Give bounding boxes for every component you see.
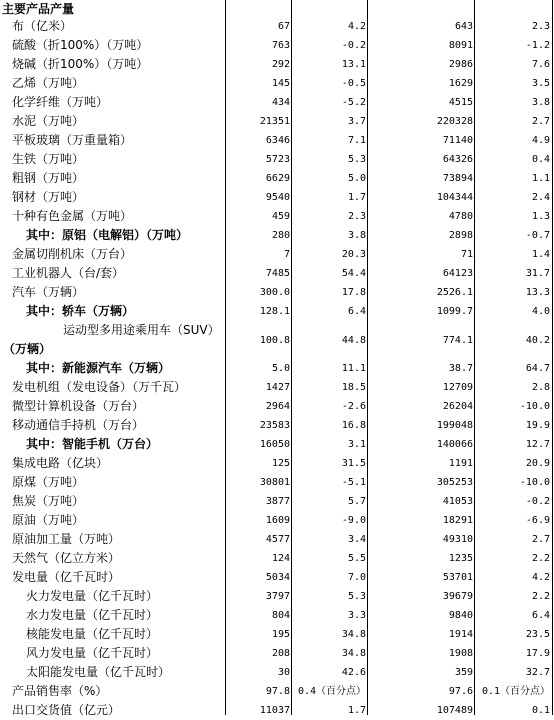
table-row [0, 606, 554, 625]
current-month-growth: 4.2 [347, 21, 366, 32]
cumulative-growth: 2.7 [531, 116, 550, 127]
table-row [0, 150, 554, 169]
product-name: 金属切削机床（万台） [12, 247, 133, 261]
current-month-growth: 3.1 [347, 439, 366, 450]
current-month-growth: 1.7 [347, 192, 366, 203]
cumulative-output: 305253 [436, 477, 473, 488]
cumulative-growth: 23.5 [525, 629, 550, 640]
cumulative-growth: 2.4 [531, 192, 550, 203]
table-row [0, 245, 554, 264]
product-name: 其中：新能源汽车（万辆） [26, 361, 171, 375]
current-month-output: 145 [271, 78, 290, 89]
current-month-growth: 18.5 [341, 382, 366, 393]
table-row [0, 74, 554, 93]
current-month-growth: 20.3 [341, 249, 366, 260]
cumulative-growth: -0.2 [525, 496, 550, 507]
table-row [0, 397, 554, 416]
product-name: 移动通信手持机（万台） [12, 418, 145, 432]
table-row [0, 112, 554, 131]
cumulative-output: 2986 [448, 59, 473, 70]
current-month-output: 280 [271, 230, 290, 241]
cumulative-growth: -1.2 [525, 40, 550, 51]
table-row [0, 207, 554, 226]
table-row [0, 264, 554, 283]
cumulative-growth: 3.8 [531, 97, 550, 108]
table-row [0, 701, 554, 720]
current-month-output: 100.8 [259, 335, 290, 346]
current-month-output: 459 [271, 211, 290, 222]
product-name: 水泥（万吨） [12, 114, 85, 128]
product-name: 发电量（亿千瓦时） [12, 570, 121, 584]
current-month-output: 5723 [265, 154, 290, 165]
cumulative-growth: 17.9 [525, 648, 550, 659]
cumulative-output: 220328 [436, 116, 473, 127]
table-row [0, 283, 554, 302]
cumulative-output: 18291 [442, 515, 473, 526]
cumulative-growth: -10.0 [519, 401, 550, 412]
table-row [0, 55, 554, 74]
current-month-growth: 5.3 [347, 154, 366, 165]
table-row [0, 682, 554, 701]
current-month-output: 125 [271, 458, 290, 469]
current-month-growth: -5.1 [341, 477, 366, 488]
current-month-output: 30 [277, 667, 290, 678]
product-name: 微型计算机设备（万台） [12, 399, 145, 413]
product-name: 核能发电量（亿千瓦时） [26, 627, 159, 641]
cumulative-output: 107489 [436, 705, 473, 716]
cumulative-growth: 6.4 [531, 610, 550, 621]
current-month-output: 7485 [265, 268, 290, 279]
product-name: 烧碱（折100%）（万吨） [12, 57, 149, 71]
current-month-growth: -0.2 [341, 40, 366, 51]
product-name: 平板玻璃（万重量箱） [12, 133, 133, 147]
current-month-growth: 6.4 [347, 306, 366, 317]
current-month-output: 763 [271, 40, 290, 51]
table-title: 主要产品产量 [2, 2, 75, 16]
table-row [0, 663, 554, 682]
current-month-growth: 7.1 [347, 135, 366, 146]
current-month-output: 21351 [259, 116, 290, 127]
table-row [0, 492, 554, 511]
cumulative-growth: 0.1（百分点） [481, 686, 550, 697]
cumulative-growth: 2.7 [531, 534, 550, 545]
table-row [0, 530, 554, 549]
current-month-growth: 34.8 [341, 648, 366, 659]
table-row [0, 226, 554, 245]
product-name: 太阳能发电量（亿千瓦时） [26, 665, 171, 679]
current-month-output: 97.8 [265, 686, 290, 697]
current-month-output: 124 [271, 553, 290, 564]
cumulative-output: 26204 [442, 401, 473, 412]
product-name: 汽车（万辆） [12, 285, 85, 299]
product-name: 集成电路（亿块） [12, 456, 109, 470]
table-row [0, 378, 554, 397]
product-name: 产品销售率（%） [12, 684, 108, 698]
cumulative-output: 140066 [436, 439, 473, 450]
cumulative-output: 1914 [448, 629, 473, 640]
product-name: 水力发电量（亿千瓦时） [26, 608, 159, 622]
cumulative-growth: 2.2 [531, 591, 550, 602]
cumulative-output: 53701 [442, 572, 473, 583]
current-month-output: 1427 [265, 382, 290, 393]
product-name: 火力发电量（亿千瓦时） [26, 589, 159, 603]
product-name: 生铁（万吨） [12, 152, 85, 166]
cumulative-output: 71 [460, 249, 473, 260]
cumulative-output: 774.1 [442, 335, 473, 346]
current-month-growth: 7.0 [347, 572, 366, 583]
product-name: 布（亿米） [12, 19, 73, 33]
cumulative-growth: 0.1 [531, 705, 550, 716]
table-row [0, 454, 554, 473]
product-name-continued: （万辆） [3, 342, 52, 356]
table-row [0, 36, 554, 55]
table-row [0, 131, 554, 150]
cumulative-output: 49310 [442, 534, 473, 545]
cumulative-output: 41053 [442, 496, 473, 507]
cumulative-output: 1099.7 [436, 306, 473, 317]
cumulative-growth: 19.9 [525, 420, 550, 431]
current-month-growth: 16.8 [341, 420, 366, 431]
current-month-output: 3797 [265, 591, 290, 602]
table-row [0, 359, 554, 378]
product-name: 钢材（万吨） [12, 190, 85, 204]
cumulative-output: 8091 [448, 40, 473, 51]
product-name: 出口交货值（亿元） [12, 703, 121, 717]
table-row [0, 511, 554, 530]
current-month-output: 16050 [259, 439, 290, 450]
table-row [0, 587, 554, 606]
current-month-growth: 5.7 [347, 496, 366, 507]
product-name: 发电机组（发电设备）（万千瓦） [12, 380, 187, 394]
current-month-output: 11037 [259, 705, 290, 716]
cumulative-output: 4515 [448, 97, 473, 108]
cumulative-output: 71140 [442, 135, 473, 146]
current-month-growth: -0.5 [341, 78, 366, 89]
table-row [0, 169, 554, 188]
table-row [0, 549, 554, 568]
cumulative-output: 2898 [448, 230, 473, 241]
cumulative-growth: 3.5 [531, 78, 550, 89]
cumulative-growth: 12.7 [525, 439, 550, 450]
cumulative-growth: 13.3 [525, 287, 550, 298]
cumulative-output: 38.7 [448, 363, 473, 374]
current-month-output: 6346 [265, 135, 290, 146]
cumulative-growth: 40.2 [525, 335, 550, 346]
product-name: 工业机器人（台/套） [12, 266, 125, 280]
current-month-output: 128.1 [259, 306, 290, 317]
current-month-output: 30801 [259, 477, 290, 488]
cumulative-growth: 1.1 [531, 173, 550, 184]
current-month-growth: -2.6 [341, 401, 366, 412]
current-month-growth: 3.8 [347, 230, 366, 241]
cumulative-output: 1629 [448, 78, 473, 89]
cumulative-output: 1908 [448, 648, 473, 659]
cumulative-output: 1191 [448, 458, 473, 469]
table-row [0, 302, 554, 321]
cumulative-output: 64326 [442, 154, 473, 165]
table-row [0, 625, 554, 644]
product-name: 原煤（万吨） [12, 475, 85, 489]
cumulative-growth: 1.3 [531, 211, 550, 222]
cumulative-growth: 2.8 [531, 382, 550, 393]
product-name: 原油（万吨） [12, 513, 85, 527]
cumulative-growth: 4.2 [531, 572, 550, 583]
current-month-growth: 3.3 [347, 610, 366, 621]
cumulative-output: 12709 [442, 382, 473, 393]
cumulative-growth: 4.9 [531, 135, 550, 146]
current-month-growth: 13.1 [341, 59, 366, 70]
table-row [0, 93, 554, 112]
table-row [0, 416, 554, 435]
table-row [0, 644, 554, 663]
cumulative-output: 2526.1 [436, 287, 473, 298]
table-row [0, 568, 554, 587]
current-month-growth: 0.4（百分点） [297, 686, 366, 697]
product-name: 天然气（亿立方米） [12, 551, 121, 565]
current-month-growth: 11.1 [341, 363, 366, 374]
current-month-growth: 34.8 [341, 629, 366, 640]
product-name: 硫酸（折100%）（万吨） [12, 38, 149, 52]
current-month-growth: 31.5 [341, 458, 366, 469]
cumulative-output: 39679 [442, 591, 473, 602]
current-month-growth: 5.5 [347, 553, 366, 564]
product-name: 风力发电量（亿千瓦时） [26, 646, 159, 660]
current-month-growth: 42.6 [341, 667, 366, 678]
cumulative-output: 4780 [448, 211, 473, 222]
current-month-output: 23583 [259, 420, 290, 431]
table-row [0, 473, 554, 492]
current-month-output: 195 [271, 629, 290, 640]
cumulative-growth: -6.9 [525, 515, 550, 526]
current-month-output: 67 [277, 21, 290, 32]
product-name: 其中：轿车（万辆） [26, 304, 135, 318]
product-name: 其中：智能手机（万台） [26, 437, 159, 451]
current-month-growth: 3.7 [347, 116, 366, 127]
cumulative-output: 97.6 [448, 686, 473, 697]
table-row [0, 321, 554, 359]
table-row [0, 188, 554, 207]
product-name: 原油加工量（万吨） [12, 532, 121, 546]
cumulative-output: 64123 [442, 268, 473, 279]
product-name: 十种有色金属（万吨） [12, 209, 133, 223]
current-month-output: 9540 [265, 192, 290, 203]
table-row [0, 17, 554, 36]
current-month-growth: 2.3 [347, 211, 366, 222]
current-month-output: 1609 [265, 515, 290, 526]
current-month-output: 4577 [265, 534, 290, 545]
current-month-output: 3877 [265, 496, 290, 507]
current-month-growth: 17.8 [341, 287, 366, 298]
cumulative-growth: -0.7 [525, 230, 550, 241]
product-name: 粗钢（万吨） [12, 171, 85, 185]
cumulative-growth: 1.4 [531, 249, 550, 260]
product-name: 乙烯（万吨） [12, 76, 85, 90]
product-name: 化学纤维（万吨） [12, 95, 109, 109]
cumulative-output: 643 [454, 21, 473, 32]
current-month-output: 804 [271, 610, 290, 621]
current-month-output: 434 [271, 97, 290, 108]
cumulative-growth: 31.7 [525, 268, 550, 279]
cumulative-output: 359 [454, 667, 473, 678]
cumulative-output: 73894 [442, 173, 473, 184]
current-month-growth: -5.2 [341, 97, 366, 108]
cumulative-output: 1235 [448, 553, 473, 564]
current-month-output: 5034 [265, 572, 290, 583]
current-month-output: 2964 [265, 401, 290, 412]
current-month-output: 7 [283, 249, 290, 260]
product-name: 运动型多用途乘用车（SUV） [63, 323, 220, 337]
cumulative-output: 9840 [448, 610, 473, 621]
current-month-output: 300.0 [259, 287, 290, 298]
current-month-growth: 3.4 [347, 534, 366, 545]
cumulative-growth: 20.9 [525, 458, 550, 469]
cumulative-output: 199048 [436, 420, 473, 431]
current-month-output: 5.0 [271, 363, 290, 374]
cumulative-growth: 2.3 [531, 21, 550, 32]
current-month-growth: 44.8 [341, 335, 366, 346]
current-month-output: 208 [271, 648, 290, 659]
cumulative-output: 104344 [436, 192, 473, 203]
current-month-growth: 54.4 [341, 268, 366, 279]
cumulative-growth: 64.7 [525, 363, 550, 374]
product-name: 焦炭（万吨） [12, 494, 85, 508]
current-month-growth: -9.0 [341, 515, 366, 526]
current-month-growth: 5.0 [347, 173, 366, 184]
current-month-output: 6629 [265, 173, 290, 184]
cumulative-growth: 2.2 [531, 553, 550, 564]
cumulative-growth: 7.6 [531, 59, 550, 70]
cumulative-growth: 32.7 [525, 667, 550, 678]
cumulative-growth: -10.0 [519, 477, 550, 488]
table-row [0, 435, 554, 454]
product-name: 其中：原铝（电解铝）（万吨） [26, 228, 189, 242]
current-month-output: 292 [271, 59, 290, 70]
current-month-growth: 1.7 [347, 705, 366, 716]
current-month-growth: 5.3 [347, 591, 366, 602]
cumulative-growth: 0.4 [531, 154, 550, 165]
cumulative-growth: 4.0 [531, 306, 550, 317]
